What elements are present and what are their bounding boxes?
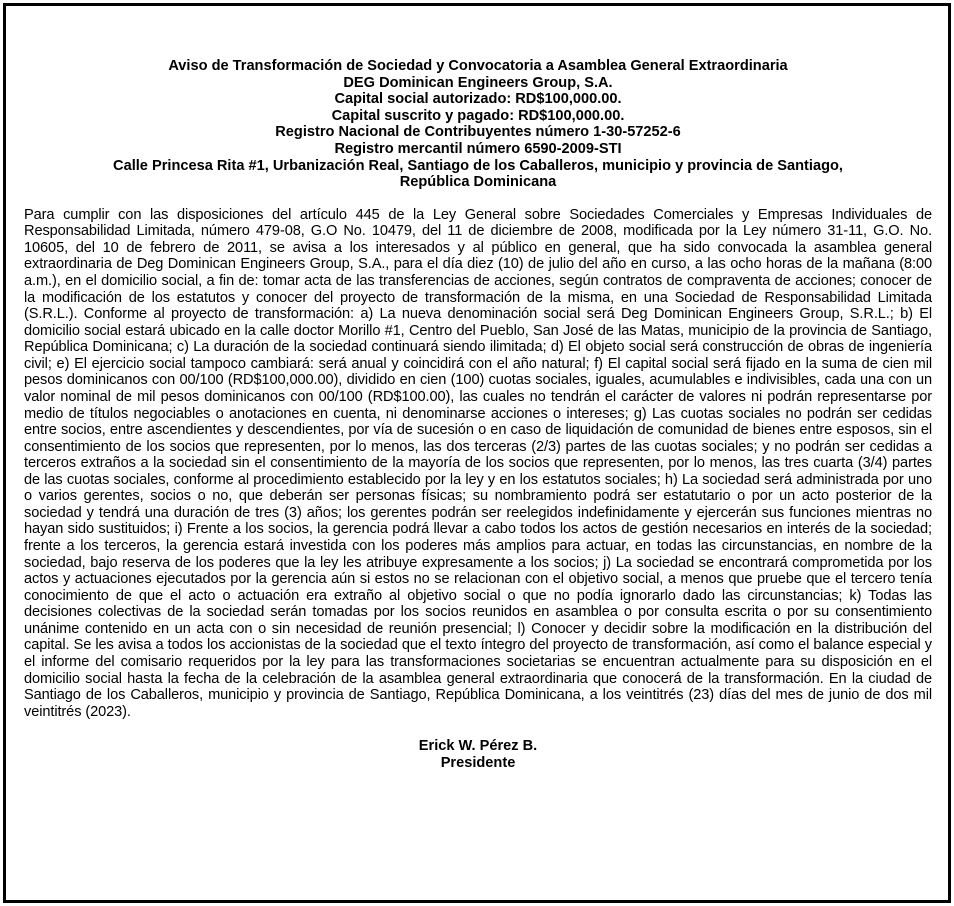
notice-frame [3, 3, 951, 903]
address-line-2: República Dominicana [399, 174, 557, 191]
notice-body: Para cumplir con las disposiciones del artículo 445 de la Ley General sobre Sociedades Comerciales y Empresas Individuales de Responsabilidad Limitada, número 479-08, G.O No. 10479, del 11 de diciembre de 2008, modificada por la Ley número 31-11, G.O. No. 10605, del 10 de febrero de 2011, se avisa a los interesados y al público en general, que ha sido convocada la asamblea general extraordinaria de Deg Dominican Engineers Group, S.A., para el día diez (10) de julio del año en curso, a las ocho horas de la mañana (8:00 a.m.), en el domicilio social, a fin de: tomar acta de las transferencias de acciones, según contratos de compraventa de acciones; conocer de la modificación de los estatutos y conocer del proyecto de transformación de la misma, en una Sociedad de Responsabilidad Limitada (S.R.L.). Conforme al proyecto de transformación: a) La nueva denominación social será Deg Dominican Engineers Group, S.R.L.; b) El domicilio social estará ubicado en la calle doctor Morillo #1, Centro del Pueblo, San José de las Matas, municipio de la provincia de Santiago, República Dominicana; c) La duración de la sociedad continuará siendo ilimitada; d) El objeto social será construcción de obras de ingeniería civil; e) El ejercicio social tampoco cambiará: será anual y coincidirá con el año natural; f) El capital social será fijado en la suma de cien mil pesos dominicanos con 00/100 (RD$100,000.00), dividido en cien (100) cuotas sociales, iguales, acumulables e indivisibles, cada una con un valor nominal de mil pesos dominicanos con 00/100 (RD$100.00), las cuales no tendrán el carácter de valores ni podrán representarse por medio de títulos negociables o anotaciones en cuenta, ni denominarse acciones o intereses; g) Las cuotas sociales no podrán ser cedidas entre socios, entre ascendientes y descendientes, por vía de sucesión o en caso de liquidación de comunidad de bienes entre esposos, sin el consentimiento de los socios que representen, por lo menos, las dos terceras (2/3) partes de las cuotas sociales; y no podrán ser cedidas a terceros extraños a la sociedad sin el consentimiento de la mayoría de los socios que representen, por lo menos, las tres cuarta (3/4) partes de las cuotas sociales, conforme al procedimiento establecido por la ley y en los estatutos sociales; h) La sociedad será administrada por uno o varios gerentes, socios o no, que deberán ser personas físicas; su nombramiento podrá ser estatutario o por un acto posterior de la sociedad y tendrá una duración de tres (3) años; los gerentes podrán ser reelegidos indefinidamente y ejercerán sus funciones mientras no hayan sido sustituidos; i) Frente a los socios, la gerencia podrá llevar a cabo todos los actos de gestión necesarios en interés de la sociedad; frente a los terceros, la gerencia estará investida con los poderes más amplios para actuar, en todas las circunstancias, en nombre de la sociedad, bajo reserva de los poderes que la ley les atribuye expresamente a los socios; j) La sociedad se encontrará comprometida por los actos y actuaciones ejecutados por la gerencia aún si estos no se relacionan con el objetivo social, a menos que pruebe que el tercero tenía conocimiento de que el acto o actuación era extraño al objetivo social o que no podía ignorarlo dado las circunstancias; k) Todas las decisiones colectivas de la sociedad serán tomadas por los socios reunidos en asamblea o por consulta escrita o por su consentimiento unánime contenido en un acta con o sin necesidad de reunión presencial; l) Conocer y decidir sobre la modificación en la distribución del capital. Se les avisa a todos los accionistas de la sociedad que el texto íntegro del proyecto de transformación, así como el balance especial y el informe del comisario requeridos por la ley para las transformaciones societarias se encuentran actualmente para su disposición en el domicilio social hasta la fecha de la celebración de la asamblea general extraordinaria que conocerá de la transformación. En la ciudad de Santiago de los Caballeros, municipio y provincia de Santiago, República Dominicana, a los veintitrés (23) días del mes de junio de dos mil veintitrés (2023). [24, 206, 932, 720]
mercantile-registry: Registro mercantil número 6590-2009-STI [334, 140, 622, 157]
notice-header [24, 58, 932, 191]
company-name: DEG Dominican Engineers Group, S.A. [343, 74, 613, 91]
signature-block [24, 738, 932, 771]
signatory-role: Presidente [440, 754, 516, 771]
signatory-name: Erick W. Pérez B. [418, 738, 538, 755]
notice-title: Aviso de Transformación de Sociedad y Convocatoria a Asamblea General Extraordinaria [168, 58, 788, 74]
address-line-1: Calle Princesa Rita #1, Urbanización Real, Santiago de los Caballeros, municipio y provincia de Santiago, [113, 157, 843, 174]
capital-paid: Capital suscrito y pagado: RD$100,000.00. [331, 107, 625, 124]
rnc-number: Registro Nacional de Contribuyentes número 1-30-57252-6 [275, 124, 681, 141]
capital-authorized: Capital social autorizado: RD$100,000.00. [334, 91, 622, 108]
notice-content [24, 58, 932, 771]
